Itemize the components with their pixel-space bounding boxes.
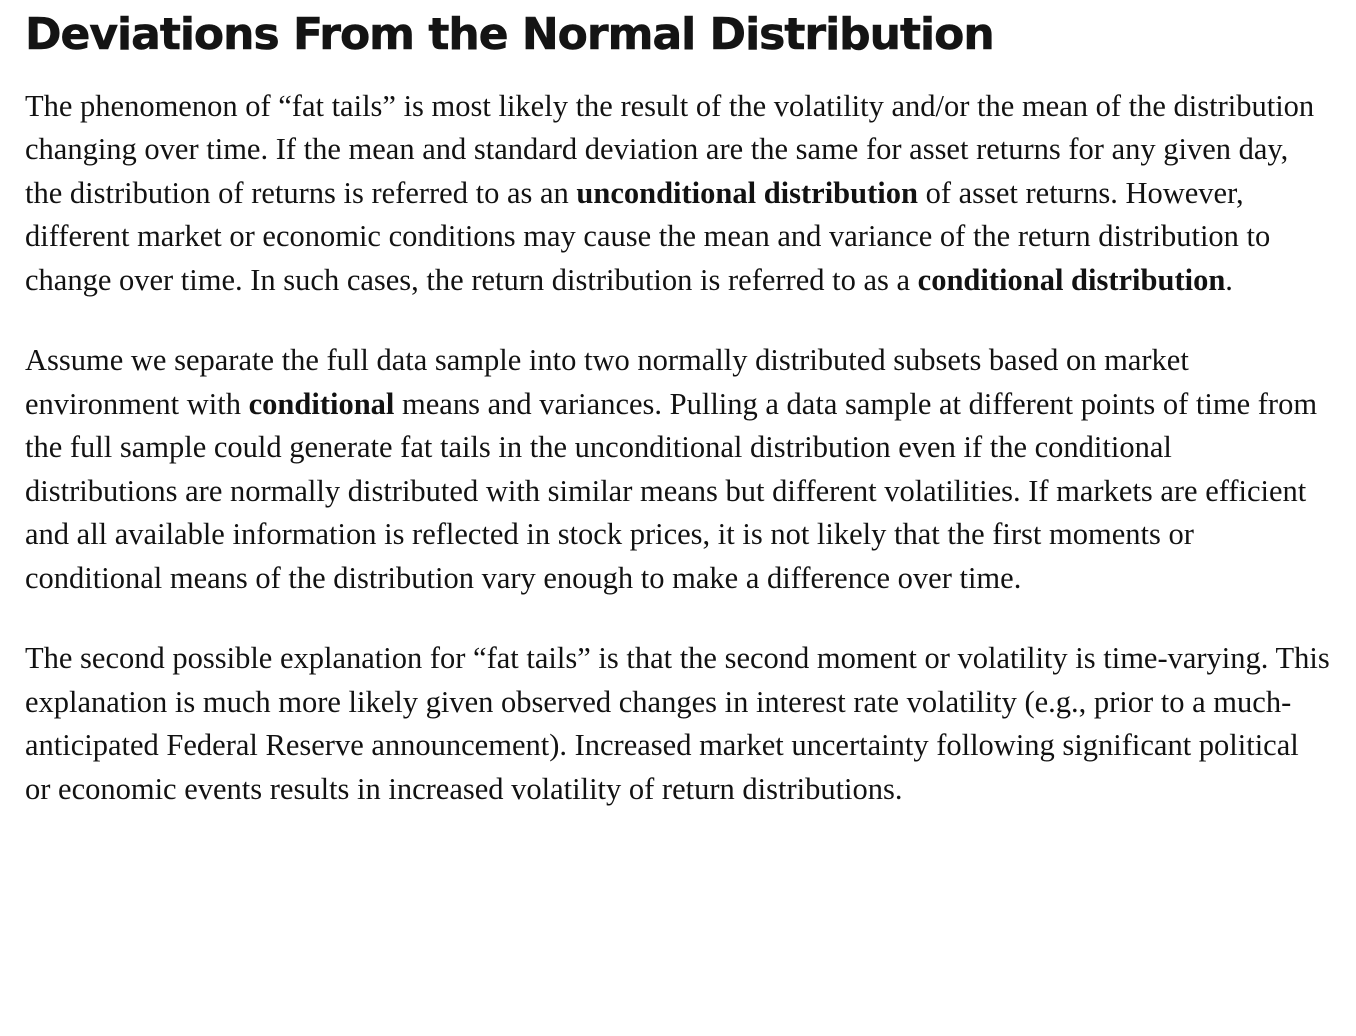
text-run: . <box>1225 262 1233 297</box>
text-run: The second possible explanation for “fat tails” is that the second moment or volatility is time-varying. This explanation is much more likely given observed changes in interest rate volatility (e.g., prior to a much-anticipated Federal Reserve announcement). Increased market uncertainty following significant political or economic events results in increased volatility of return distributions. <box>25 641 1330 806</box>
text-run: Assume we separate the full data sample into two normally distributed subsets based on market environment with <box>25 343 1189 421</box>
text-run: of asset returns. However, different market or economic conditions may cause the mean and variance of the return distribution to change over time. In such cases, the return distribution is referred to as a <box>25 175 1271 297</box>
page-title: Deviations From the Normal Distribution <box>25 9 994 60</box>
paragraph-fat-tails-intro <box>25 85 1330 303</box>
paragraph-time-varying-volatility <box>25 637 1330 811</box>
term-conditional-distribution: conditional distribution <box>917 262 1226 297</box>
term-conditional: conditional <box>248 386 395 421</box>
term-unconditional-distribution: unconditional distribution <box>576 175 918 210</box>
document-body <box>25 85 1330 812</box>
text-run: means and variances. Pulling a data sample at different points of time from the full sample could generate fat tails in the unconditional distribution even if the conditional distributions are normally distributed with similar means but different volatilities. If markets are efficient and all available information is reflected in stock prices, it is not likely that the first moments or conditional means of the distribution vary enough to make a difference over time. <box>25 386 1318 595</box>
text-run: The phenomenon of “fat tails” is most likely the result of the volatility and/or the mean of the distribution changing over time. If the mean and standard deviation are the same for asset returns for any given day, the distribution of returns is referred to as an <box>25 88 1315 210</box>
paragraph-conditional-subsets <box>25 339 1330 600</box>
